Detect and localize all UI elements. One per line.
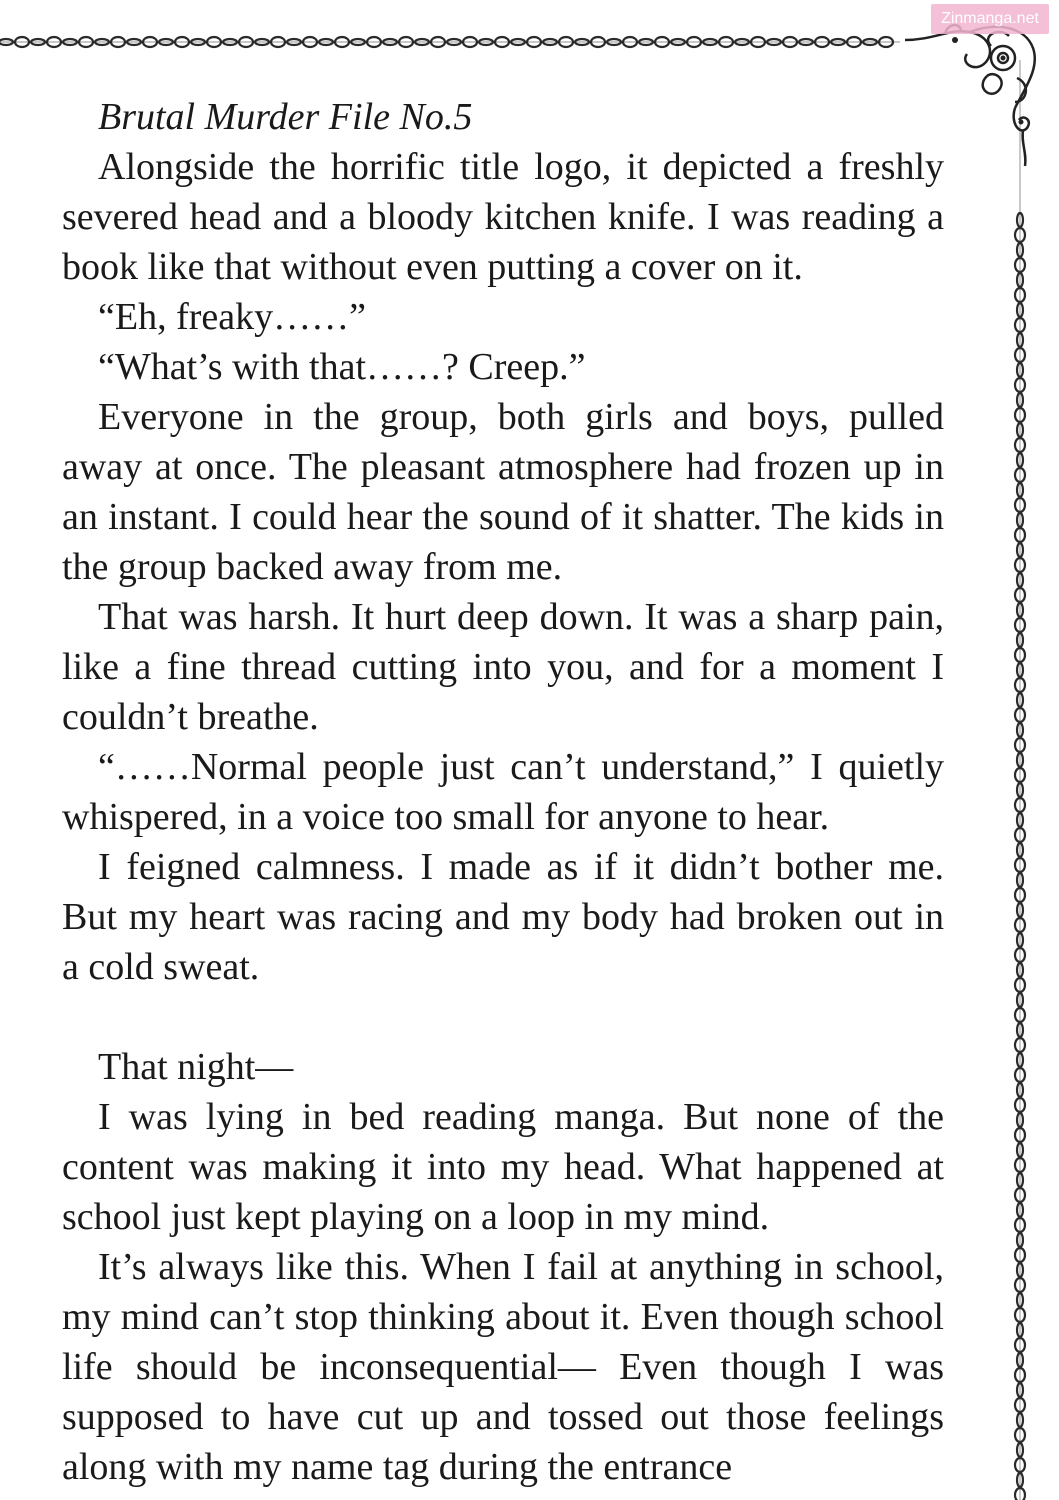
- body-text: [62, 92, 944, 1492]
- paragraph: Alongside the horrific title logo, it depicted a freshly severed head and a bloody kitchen knife. I was reading a book like that without even putting a cover on it.: [62, 146, 944, 288]
- dialogue-line: “……Normal people just can’t understand,” I quietly whispered, in a voice too small for anyone to hear.: [62, 746, 944, 838]
- paragraph: That night—: [98, 1046, 294, 1088]
- dialogue-line: “Eh, freaky……”: [98, 296, 366, 338]
- paragraph: I was lying in bed reading manga. But none of the content was making it into my head. What happened at school just kept playing on a loop in my mind.: [62, 1096, 944, 1238]
- paragraph: That was harsh. It hurt deep down. It was a sharp pain, like a fine thread cutting into you, and for a moment I couldn’t breathe.: [62, 596, 944, 738]
- dialogue-line: “What’s with that……? Creep.”: [98, 346, 586, 388]
- paragraph: I feigned calmness. I made as if it didn’t bother me. But my heart was racing and my body had broken out in a cold sweat.: [62, 846, 944, 988]
- watermark-badge: Zinmanga.net: [931, 4, 1049, 34]
- paragraph: It’s always like this. When I fail at anything in school, my mind can’t stop thinking about it. Even though school life should be inconsequential— Even though I was supposed to have cut up and tossed out those feelings along with my name tag during the entrance: [62, 1246, 944, 1488]
- right-chain-border: [995, 60, 1045, 1500]
- chapter-file-heading: Brutal Murder File No.5: [98, 96, 473, 138]
- scene-break: [62, 992, 944, 1042]
- paragraph: Everyone in the group, both girls and boys, pulled away at once. The pleasant atmosphere had frozen up in an instant. I could hear the sound of it shatter. The kids in the group backed away from me.: [62, 396, 944, 588]
